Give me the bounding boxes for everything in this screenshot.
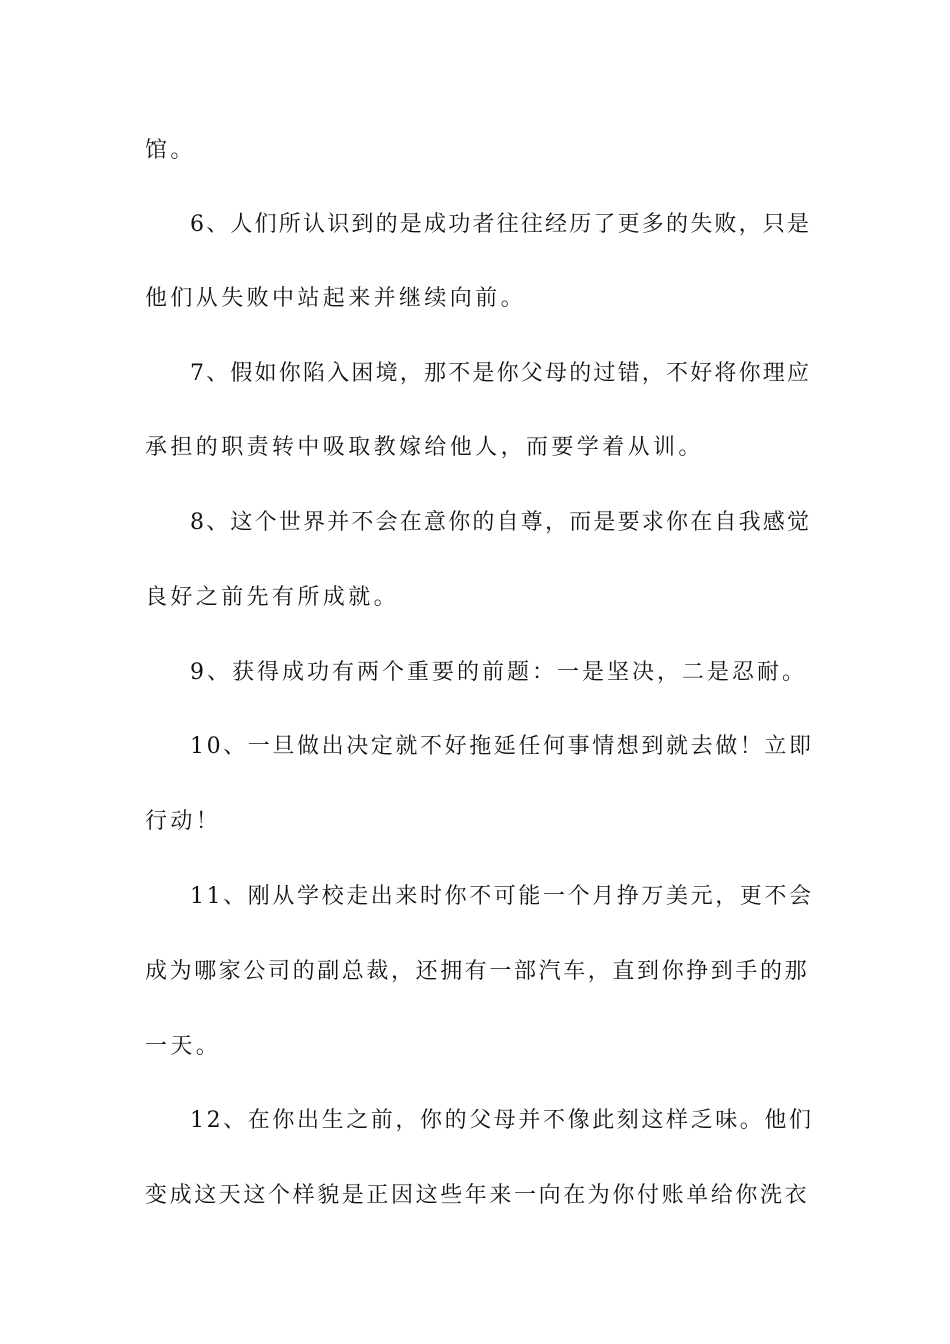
- paragraph-12-line-2: 变成这天这个样貌是正因这些年来一向在为你付账单给你洗衣: [145, 1183, 810, 1208]
- paragraph-7-line-1: 7、假如你陷入困境，那不是你父母的过错，不好将你理应: [190, 361, 812, 386]
- paragraph-12-line-1: 12、在你出生之前，你的父母并不像此刻这样乏味。他们: [190, 1108, 814, 1133]
- paragraph-8-line-2: 良好之前先有所成就。: [145, 585, 400, 610]
- paragraph-9-line-1: 9、获得成功有两个重要的前题：一是坚决，二是忍耐。: [190, 660, 807, 685]
- paragraph-10-line-1: 10、一旦做出决定就不好拖延任何事情想到就去做！立即: [190, 734, 814, 759]
- paragraph-6-line-1: 6、人们所认识到的是成功者往往经历了更多的失败，只是: [190, 212, 812, 237]
- paragraph-11-line-2: 成为哪家公司的副总裁，还拥有一部汽车，直到你挣到手的那: [145, 959, 810, 984]
- paragraph-11-line-1: 11、刚从学校走出来时你不可能一个月挣万美元，更不会: [190, 884, 814, 909]
- paragraph-7-line-2: 承担的职责转中吸取教嫁给他人，而要学着从训。: [145, 435, 704, 460]
- paragraph-11-line-3: 一天。: [145, 1034, 222, 1059]
- paragraph-8-line-1: 8、这个世界并不会在意你的自尊，而是要求你在自我感觉: [190, 510, 812, 535]
- paragraph-6-line-2: 他们从失败中站起来并继续向前。: [145, 286, 527, 311]
- paragraph-10-line-2: 行动！: [145, 809, 222, 834]
- text-line: 馆。: [145, 138, 196, 163]
